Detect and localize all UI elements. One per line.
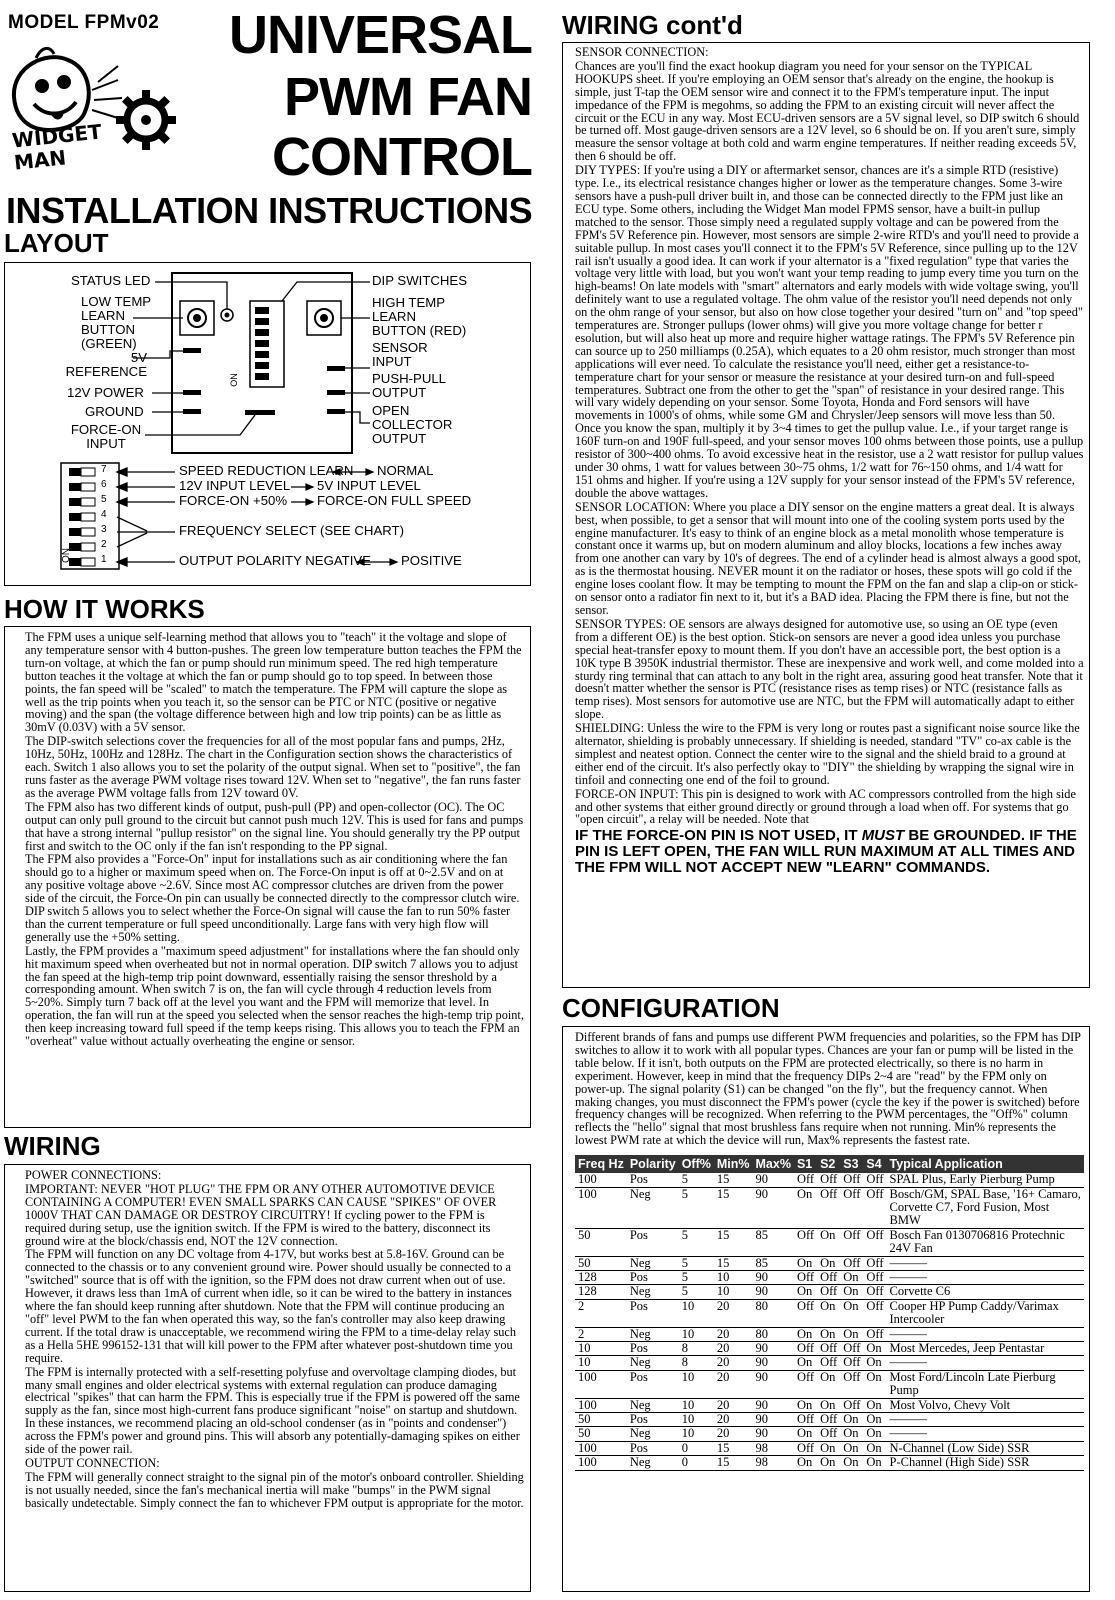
- legend-sw5-right: FORCE-ON FULL SPEED: [317, 493, 472, 508]
- diy-types-paragraph: DIY TYPES: If you're using a DIY or aftermarket sensor, chances are it's a simple RTD (resistive) type. I.e., its electrical resistance changes higher or lower as the temperature changes. Some 3-wire sensors have a push-pull driver built in, and those can be connected directly to the FPM just like an ECU type. Some others, including the Widget Man model FPMS sensor, have a built-in pullup matched to the sensor. Those simply need a regulated supply voltage and can be powered from the FPM's 5V Reference pin. However, most sensors are simple 2-wire RTD's and you'll need to provide a suitable pullup. In most cases you'll connect it to the FPM's 5V Reference, since pulling up to the 12V rail isn't usually a good idea. It can work if your alternator is a "fixed regulation" type that varies the voltage very little with load, but you won't want your temp reading to jump every time you turn on the high-beams! On late models with "smart" alternators and early models with wide voltage swing, you'll definitely want to use a regulated voltage. The ohm value of the resistor you'll need depends not only on the ohm range of your sensor, but also on how close together your desired "turn on" and "top speed" temperatures are. Stronger pullups (lower ohms) will give you more voltage change for better r esolution, but will also heat up more and require higher wattage ratings. The FPM's 5V Reference pin can source up to 250 milliamps (0.25A), which equates to a 20 ohm resistor, much stronger than most applications will ever need. To calculate the resistance you'll need, either get a resistance-to-temperature chart for your sensor or measure the resistance at your desired turn-on and full-speed temperatures. Subtract one from the other to get the "span" of resistance in your desired range. This will vary widely depending on your sensor. Some Toyota, Honda and Ford sensors will have movements in 1000's of ohms, while some GM and Chrysler/Jeep sensors will move less than 50. Once you know the span, multiply it by 3~4 times to get the pullup value. I.e., if your target range is 160F turn-on and 190F full-speed, and your sensor moves 100 ohms between those points, use a pullup resistor of 300~400 ohms. To avoid excessive heat in the resistor, use a 2 watt resistor for pullup values under 30 ohms, 1 watt for values between 30~75 ohms, 1/2 watt for 76~150 ohms, and 1/4 watt for 151 ohms and higher. If you're using a 12V supply for your sensor instead of the FPM's 5V reference, double the above wattages.: [575, 163, 1084, 500]
- table-cell: Off: [840, 1256, 863, 1270]
- table-cell: 80: [753, 1327, 794, 1341]
- table-cell: On: [840, 1427, 863, 1441]
- table-cell: Off: [794, 1342, 817, 1356]
- table-cell: 100: [575, 1456, 627, 1470]
- label-status-led: STATUS LED: [71, 273, 151, 288]
- table-cell: 10: [679, 1427, 714, 1441]
- layout-diagram: [4, 262, 531, 586]
- table-row: [575, 1413, 1084, 1427]
- table-cell: On: [863, 1413, 886, 1427]
- frequency-table-body: [575, 1173, 1084, 1470]
- table-cell: 8: [679, 1356, 714, 1370]
- table-cell: On: [863, 1441, 886, 1455]
- wiring-contd-box: [562, 42, 1090, 988]
- table-cell: Most Ford/Lincoln Late Pierburg Pump: [887, 1370, 1084, 1398]
- table-row: [575, 1271, 1084, 1285]
- table-cell: 10: [679, 1299, 714, 1327]
- table-cell: 90: [753, 1427, 794, 1441]
- configuration-box: [562, 1026, 1090, 1592]
- table-cell: 0: [679, 1456, 714, 1470]
- table-cell: On: [840, 1271, 863, 1285]
- dip-number: 7: [101, 464, 107, 475]
- table-cell: Off: [840, 1370, 863, 1398]
- force-on-warning: IF THE FORCE-ON PIN IS NOT USED, IT MUST BE GROUNDED. IF THE PIN IS LEFT OPEN, THE FAN WILL RUN MAXIMUM AT ALL TIMES AND THE FPM WILL NOT ACCEPT NEW "LEARN" COMMANDS.: [575, 827, 1077, 877]
- table-cell: 98: [753, 1441, 794, 1455]
- table-cell: Off: [794, 1173, 817, 1187]
- table-cell: 90: [753, 1398, 794, 1412]
- wiring-output-paragraph: The FPM will generally connect straight to the signal pin of the motor's onboard controller. Shielding is not usually needed, since the fan's mechanical inertia will make "bumps" in the PWM signal basically undetectable. Simply connect the fan to whichever FPM output is appropriate for the motor.: [25, 1469, 524, 1510]
- label-open-collector-output: OPEN COLLECTOR OUTPUT: [372, 403, 453, 446]
- table-cell: Off: [817, 1356, 840, 1370]
- table-cell: 80: [753, 1299, 794, 1327]
- wiring-contd-heading: WIRING cont'd: [562, 10, 743, 40]
- label-dip-switches: DIP SWITCHES: [372, 273, 468, 288]
- table-row: [575, 1441, 1084, 1455]
- table-cell: Pos: [627, 1441, 679, 1455]
- table-cell: 10: [679, 1398, 714, 1412]
- frequency-table: [575, 1155, 1084, 1471]
- table-row: [575, 1173, 1084, 1187]
- board-dip-on-label: ON: [228, 373, 239, 387]
- table-cell: Neg: [627, 1187, 679, 1228]
- title-line-3: CONTROL: [272, 127, 532, 187]
- column-header: S2: [817, 1155, 840, 1173]
- table-cell: 100: [575, 1398, 627, 1412]
- table-cell: 10: [714, 1285, 753, 1299]
- table-cell: Most Volvo, Chevy Volt: [887, 1398, 1084, 1412]
- column-header: S3: [840, 1155, 863, 1173]
- table-cell: Off: [840, 1356, 863, 1370]
- legend-sw7-left: SPEED REDUCTION LEARN: [179, 463, 354, 478]
- frequency-table-header: [575, 1155, 1084, 1173]
- how-it-works-box: [4, 626, 531, 1128]
- table-cell: 85: [753, 1228, 794, 1256]
- table-cell: 90: [753, 1370, 794, 1398]
- table-cell: 20: [714, 1299, 753, 1327]
- table-cell: 10: [679, 1413, 714, 1427]
- legend-dip-numbers: [101, 462, 107, 567]
- table-row: [575, 1187, 1084, 1228]
- table-cell: 90: [753, 1173, 794, 1187]
- table-cell: On: [794, 1398, 817, 1412]
- legend-sw6-left: 12V INPUT LEVEL: [179, 478, 291, 493]
- table-cell: Off: [794, 1370, 817, 1398]
- table-cell: On: [863, 1370, 886, 1398]
- table-cell: 20: [714, 1370, 753, 1398]
- table-cell: Off: [840, 1398, 863, 1412]
- table-cell: Pos: [627, 1173, 679, 1187]
- table-cell: Off: [817, 1413, 840, 1427]
- table-cell: Off: [794, 1271, 817, 1285]
- table-row: [575, 1299, 1084, 1327]
- table-cell: On: [817, 1228, 840, 1256]
- table-cell: Pos: [627, 1271, 679, 1285]
- output-connection-title: OUTPUT CONNECTION:: [25, 1455, 160, 1470]
- table-cell: 90: [753, 1413, 794, 1427]
- dip-number: 4: [101, 509, 107, 520]
- table-cell: Pos: [627, 1228, 679, 1256]
- table-cell: On: [863, 1342, 886, 1356]
- table-cell: 100: [575, 1370, 627, 1398]
- table-cell: On: [794, 1256, 817, 1270]
- logo-text-man: MAN: [12, 145, 68, 175]
- table-cell: 5: [679, 1271, 714, 1285]
- table-cell: 2: [575, 1327, 627, 1341]
- table-cell: On: [840, 1327, 863, 1341]
- table-cell: 20: [714, 1342, 753, 1356]
- table-cell: 90: [753, 1187, 794, 1228]
- table-cell: 100: [575, 1187, 627, 1228]
- table-cell: 90: [753, 1342, 794, 1356]
- label-low-temp: LOW TEMP LEARN BUTTON (GREEN): [81, 294, 152, 351]
- table-cell: Neg: [627, 1285, 679, 1299]
- table-cell: Off: [840, 1187, 863, 1228]
- table-cell: Off: [863, 1271, 886, 1285]
- table-cell: Pos: [627, 1413, 679, 1427]
- title-line-1: UNIVERSAL: [228, 5, 532, 65]
- table-cell: Off: [817, 1173, 840, 1187]
- title-line-2: PWM FAN: [284, 67, 532, 127]
- table-cell: 5: [679, 1187, 714, 1228]
- table-row: [575, 1342, 1084, 1356]
- sensor-connection-paragraph: Chances are you'll find the exact hookup diagram you need for your sensor on the TYPICAL HOOKUPS sheet. If you're employing an OEM sensor that's already on the engine, the hookup is simple, just T-tap the OEM sensor wire and connect it to the FPM's temperature input. The input impedance of the FPM is megohms, so adding the FPM to an existing circuit will never affect the circuit or the ECU in any way. Most ECU-driven sensors are a 5V signal level, so DIP switch 6 should be turned off. Most gauge-driven sensors are a 12V level, so 6 should be on. If you aren't sure, simply measure the sensor voltage at both cold and warm engine temperatures. If neither reading exceeds 5V, then 6 should be off.: [575, 58, 1080, 164]
- table-cell: Off: [794, 1413, 817, 1427]
- table-cell: Pos: [627, 1299, 679, 1327]
- dip-number: 2: [101, 539, 107, 550]
- force-on-input-paragraph: FORCE-ON INPUT: This pin is designed to work with AC compressors controlled from the high side and other systems that either ground directly or ground through a load when off. For systems that go "open circuit", a relay will be needed. Note that: [575, 786, 1076, 827]
- how-paragraph-1: The FPM uses a unique self-learning method that allows you to "teach" it the voltage and slope of any temperature sensor with 4 button-pushes. The green low temperature button teaches the FPM the turn-on voltage, at which the fan or pump should run minimum speed. The red high temperature button teaches it the voltage at which the fan or pump should go to top speed. In between those points, the fan speed will be "scaled" to match the temperature. The FPM will capture the slope as well as the trip points when you teach it, so the sensor can be PTC or NTC (positive or negative moving) and the span (the voltage difference between high and low trip points) can be as little as 30mV (0.03V) with a 5V sensor.: [25, 630, 522, 735]
- table-cell: 100: [575, 1441, 627, 1455]
- sensor-types-paragraph: SENSOR TYPES: OE sensors are always designed for automotive use, so using an OE type (even from a different OE) is the best option. Stick-on sensors are never a good idea unless you purchase special heat-transfer epoxy to mount them. If you don't have an accessible port, the best option is a 10K type B 3950K industrial thermistor. These are inexpensive and work well, and come molded into a sturdy ring terminal that can attach to any bolt in the right area, assuring good heat transfer. Note that it doesn't matter whether the sensor is PTC (resistance rises as temp rises) or NTC (resistance falls as temp rises). Most sensors for automotive use are NTC, but the FPM will automatically adapt to either slope.: [575, 616, 1084, 722]
- table-cell: On: [840, 1456, 863, 1470]
- table-cell: On: [817, 1456, 840, 1470]
- configuration-heading: CONFIGURATION: [562, 993, 780, 1023]
- table-cell: Off: [794, 1228, 817, 1256]
- label-5v-reference: 5V REFERENCE: [65, 350, 147, 379]
- table-cell: 10: [575, 1356, 627, 1370]
- table-row: [575, 1256, 1084, 1270]
- table-cell: 50: [575, 1413, 627, 1427]
- dip-number: 5: [101, 494, 107, 505]
- table-cell: 90: [753, 1285, 794, 1299]
- table-cell: 98: [753, 1456, 794, 1470]
- wiring-power-paragraph-3: The FPM is internally protected with a self-resetting polyfuse and overvoltage clamping diodes, but many small engines and older electrical systems with external regulation can produce damaging electrical "spikes" that can harm the FPM. This is especially true if the FPM is powered off the same supply as the fan, since most high-current fans produce significant "noise" on startup and shutdown. In these instances, we recommend placing an old-school condenser (as in "points and condenser") across the FPM's power and ground pins. This will absorb any potentially-damaging spikes on either side of the power rail.: [25, 1364, 520, 1457]
- table-cell: 5: [679, 1228, 714, 1256]
- table-cell: 10: [679, 1370, 714, 1398]
- table-cell: Pos: [627, 1370, 679, 1398]
- table-cell: Off: [840, 1228, 863, 1256]
- table-cell: Pos: [627, 1342, 679, 1356]
- table-cell: Off: [863, 1285, 886, 1299]
- table-cell: On: [863, 1427, 886, 1441]
- table-cell: On: [817, 1370, 840, 1398]
- table-cell: 10: [714, 1271, 753, 1285]
- table-cell: ———: [887, 1271, 1084, 1285]
- table-cell: On: [840, 1441, 863, 1455]
- table-cell: On: [794, 1285, 817, 1299]
- dip-number: 3: [101, 524, 107, 535]
- shielding-paragraph: SHIELDING: Unless the wire to the FPM is very long or routes past a significant noise source like the alternator, shielding is probably unnecessary. If shielding is needed, standard "TV" co-ax cable is the simplest and neatest option. Connect the center wire to the signal and the shield braid to a ground at either end of the circuit. It's also perfectly okay to "DIY" the shielding by wrapping the signal wire in tinfoil and connecting one end of the foil to ground.: [575, 721, 1080, 787]
- table-cell: Off: [863, 1173, 886, 1187]
- table-cell: Neg: [627, 1356, 679, 1370]
- table-cell: 0: [679, 1441, 714, 1455]
- table-cell: 20: [714, 1427, 753, 1441]
- table-cell: 128: [575, 1271, 627, 1285]
- table-cell: 15: [714, 1256, 753, 1270]
- configuration-intro: Different brands of fans and pumps use different PWM frequencies and polarities, so the FPM has DIP switches to allow it to work with all popular types. Chances are your fan or pump will be listed in the table below. If it isn't, both outputs on the FPM are protected electrically, so there is no harm in experiment. However, keep in mind that the frequency DIPs 2~4 are "read" by the FPM only on power-up. The signal polarity (S1) can be changed "on the fly", but the frequency cannot. When making changes, you must disconnect the FPM's power (cycle the key if the power is switched) before frequency changes will be recognized. When referring to the PWM percentages, the "Off%" column reflects the "hello" signal that most brushless fans require when not running. Min% represents the lowest PWM rate at which the device will run, Max% represents the fastest rate.: [575, 1030, 1081, 1148]
- table-cell: Off: [863, 1187, 886, 1228]
- table-cell: On: [794, 1427, 817, 1441]
- table-cell: 90: [753, 1271, 794, 1285]
- table-cell: 15: [714, 1441, 753, 1455]
- table-row: [575, 1285, 1084, 1299]
- table-cell: 15: [714, 1228, 753, 1256]
- label-high-temp: HIGH TEMP LEARN BUTTON (RED): [372, 295, 467, 338]
- table-cell: 15: [714, 1456, 753, 1470]
- table-cell: ———: [887, 1256, 1084, 1270]
- table-cell: SPAL Plus, Early Pierburg Pump: [887, 1173, 1084, 1187]
- table-cell: On: [794, 1187, 817, 1228]
- label-ground: GROUND: [85, 404, 144, 419]
- column-header: Off%: [679, 1155, 714, 1173]
- table-cell: Neg: [627, 1398, 679, 1412]
- table-cell: 50: [575, 1228, 627, 1256]
- layout-heading: LAYOUT: [4, 228, 109, 258]
- legend-sw6-right: 5V INPUT LEVEL: [317, 478, 421, 493]
- sensor-location-paragraph: SENSOR LOCATION: Where you place a DIY sensor on the engine matters a great deal. It is always best, when possible, to get a sensor that will mount into one of the cooling system ports used by the engine manufacturer. It's easy to think of an engine block as a metal monolith whose temperature is constant once it warms up, but on modern aluminum and alloy blocks, locations a few inches away from one another can vary by 10's of degrees. The end of a cylinder head is almost always a good spot, as is the thermostat housing. NEVER mount it on the radiator or hoses, these spots will go cold if the engine loses coolant flow. It may be tempting to mount the FPM on the fan and slap a clip-on or stick-on sensor onto a radiator fin next to it, but it's a BAD idea. Placing the FPM there is fine, but not the sensor.: [575, 499, 1082, 617]
- table-cell: 100: [575, 1173, 627, 1187]
- how-paragraph-3: The FPM also has two different kinds of output, push-pull (PP) and open-collector (OC). The OC output can only pull ground to the circuit but cannot push much 12V. This is used for fans and pumps that have a strong internal "pullup resistor" on the signal line. You should generally try the PP output first and switch to the OC only if the fan isn't responding to the PP signal.: [25, 799, 524, 853]
- label-12v-power: 12V POWER: [67, 385, 144, 400]
- table-cell: On: [794, 1456, 817, 1470]
- table-cell: 20: [714, 1413, 753, 1427]
- table-cell: On: [817, 1299, 840, 1327]
- table-row: [575, 1398, 1084, 1412]
- table-cell: On: [817, 1398, 840, 1412]
- power-connections-title: POWER CONNECTIONS:: [25, 1168, 162, 1182]
- table-cell: ———: [887, 1413, 1084, 1427]
- legend-sw5-left: FORCE-ON +50%: [179, 493, 288, 508]
- table-cell: Off: [863, 1327, 886, 1341]
- table-cell: On: [794, 1356, 817, 1370]
- logo-text-widget: WIDGET: [10, 119, 103, 153]
- dip-number: 6: [101, 479, 107, 490]
- table-cell: 10: [575, 1342, 627, 1356]
- how-paragraph-2: The DIP-switch selections cover the frequencies for all of the most popular fans and pumps, 2Hz, 10Hz, 50Hz, 100Hz and 128Hz. The chart in the Configuration section shows the characteristics of each. Switch 1 also allows you to set the polarity of the output signal. When set to "positive", the fan runs faster as the average PWM voltage rises toward 12V. When set to "negative", the fan runs faster as the average PWM voltage falls from 12V toward 0V.: [25, 734, 521, 800]
- table-cell: Off: [817, 1342, 840, 1356]
- wiring-box: [4, 1164, 531, 1592]
- table-cell: P-Channel (High Side) SSR: [887, 1456, 1084, 1470]
- table-cell: Neg: [627, 1327, 679, 1341]
- table-cell: ———: [887, 1327, 1084, 1341]
- wiring-heading: WIRING: [4, 1131, 101, 1161]
- column-header: Polarity: [627, 1155, 679, 1173]
- table-cell: 50: [575, 1427, 627, 1441]
- table-cell: 50: [575, 1256, 627, 1270]
- model-number: MODEL FPMv02: [8, 12, 160, 33]
- table-cell: 2: [575, 1299, 627, 1327]
- table-cell: On: [863, 1398, 886, 1412]
- table-cell: Off: [840, 1173, 863, 1187]
- table-cell: 85: [753, 1256, 794, 1270]
- table-cell: Most Mercedes, Jeep Pentastar: [887, 1342, 1084, 1356]
- table-cell: 15: [714, 1173, 753, 1187]
- table-cell: Off: [794, 1441, 817, 1455]
- table-cell: Off: [840, 1342, 863, 1356]
- label-push-pull-output: PUSH-PULL OUTPUT: [372, 371, 447, 400]
- table-cell: Cooper HP Pump Caddy/Varimax Intercooler: [887, 1299, 1084, 1327]
- table-cell: On: [817, 1441, 840, 1455]
- table-cell: On: [817, 1327, 840, 1341]
- legend-sw1-left: OUTPUT POLARITY NEGATIVE: [179, 553, 371, 568]
- column-header: Max%: [753, 1155, 794, 1173]
- installation-title: INSTALLATION INSTRUCTIONS: [6, 190, 533, 231]
- table-cell: 5: [679, 1256, 714, 1270]
- table-cell: 5: [679, 1285, 714, 1299]
- table-row: [575, 1427, 1084, 1441]
- table-cell: On: [840, 1299, 863, 1327]
- table-cell: Off: [794, 1299, 817, 1327]
- table-cell: Bosch/GM, SPAL Base, '16+ Camaro, Corvette C7, Ford Fusion, Most BMW: [887, 1187, 1084, 1228]
- table-cell: Off: [817, 1427, 840, 1441]
- table-row: [575, 1370, 1084, 1398]
- table-cell: On: [863, 1356, 886, 1370]
- legend-dip-on-label: ON: [61, 548, 72, 563]
- table-cell: Off: [863, 1256, 886, 1270]
- table-cell: Neg: [627, 1456, 679, 1470]
- dip-number: 1: [101, 554, 107, 565]
- table-row: [575, 1327, 1084, 1341]
- table-cell: Neg: [627, 1256, 679, 1270]
- table-cell: Bosch Fan 0130706816 Protechnic 24V Fan: [887, 1228, 1084, 1256]
- table-cell: 20: [714, 1398, 753, 1412]
- table-cell: Off: [863, 1299, 886, 1327]
- table-cell: ———: [887, 1356, 1084, 1370]
- table-cell: 20: [714, 1356, 753, 1370]
- table-cell: 15: [714, 1187, 753, 1228]
- column-header: S1: [794, 1155, 817, 1173]
- sensor-connection-title: SENSOR CONNECTION:: [575, 45, 709, 59]
- column-header: S4: [863, 1155, 886, 1173]
- table-cell: On: [863, 1456, 886, 1470]
- table-cell: N-Channel (Low Side) SSR: [887, 1441, 1084, 1455]
- legend-sw2-4: FREQUENCY SELECT (SEE CHART): [179, 523, 404, 538]
- wiring-power-paragraph-2: The FPM will function on any DC voltage from 4-17V, but works best at 5.8-16V. Ground can be connected to the chassis or to any convenient ground wire. Power should usually be connected to a "switched" source that is off with the ignition, so the FPM does not draw current when out of use. However, it draws less than 1mA of current when idle, so it can be wired to the battery in instances where the fan should keep running after shutdown. Note that the FPM will continue producing an "off" level PWM to the fan when operated this way, so the fan's controller may also keep drawing current. If the total draw is unacceptable, we recommend wiring the FPM to a time-delay relay such as a Hella 5HE 996152-131 that will kill power to the FPM after whatever post-shutdown time you require.: [25, 1247, 517, 1365]
- table-cell: Off: [817, 1285, 840, 1299]
- table-cell: On: [840, 1413, 863, 1427]
- table-cell: 128: [575, 1285, 627, 1299]
- table-cell: 90: [753, 1356, 794, 1370]
- column-header: Min%: [714, 1155, 753, 1173]
- wiring-power-paragraph-1: IMPORTANT: NEVER "HOT PLUG" THE FPM OR ANY OTHER AUTOMOTIVE DEVICE CONTAINING A COMPUTER! EVEN SMALL SPARKS CAN CAUSE "SPIKES" OF OVER 1000V THAT CAN DAMAGE OR DESTROY CIRCUITRY! If cycling power to the FPM is required during setup, use the ignition switch. If the FPM is wired to the battery, disconnect its ground wire at the block/chassis end, NOT the 12V connection.: [25, 1181, 497, 1248]
- table-row: [575, 1456, 1084, 1470]
- how-it-works-heading: HOW IT WORKS: [4, 594, 205, 624]
- table-cell: On: [817, 1256, 840, 1270]
- table-cell: On: [794, 1327, 817, 1341]
- label-force-on-input: FORCE-ON INPUT: [70, 422, 142, 451]
- table-cell: Corvette C6: [887, 1285, 1084, 1299]
- how-paragraph-5: Lastly, the FPM provides a "maximum speed adjustment" for installations where the fan should only hit maximum speed when overheated but not in normal operation. DIP switch 7 allows you to adjust the fan speed at the high-temp trip point downward, essentially raising the sensor threshold by a corresponding amount. When switch 7 is on, the fan will cycle through 4 reduction levels from 5~20%. Simply turn 7 back off at the level you want and the FPM will memorize that level. In operation, the fan will run at the speed you selected when the sensor reaches the high-temp trip point, then keep increasing toward full speed if the temp keeps rising. This allows you to teach the FPM an "overheat" value without actually overheating the engine or sensor.: [25, 943, 524, 1049]
- table-row: [575, 1228, 1084, 1256]
- column-header: Typical Application: [887, 1155, 1084, 1173]
- table-cell: 8: [679, 1342, 714, 1356]
- table-cell: ———: [887, 1427, 1084, 1441]
- legend-sw7-right: NORMAL: [377, 463, 434, 478]
- table-cell: On: [840, 1285, 863, 1299]
- column-header: Freq Hz: [575, 1155, 627, 1173]
- legend-sw1-right: POSITIVE: [401, 553, 462, 568]
- table-cell: Neg: [627, 1427, 679, 1441]
- table-cell: Off: [863, 1228, 886, 1256]
- how-paragraph-4: The FPM also provides a "Force-On" input for installations such as air conditioning where the fan should go to a higher or maximum speed when on. The Force-On input is off at 0~2.5V and on at any positive voltage above ~2.6V. Since most AC compressor clutches are driven from the power side of the circuit, the Force-On pin can usually be connected directly to the compressor clutch wire. DIP switch 5 allows you to select whether the Force-On signal will cause the fan to run 50% faster than the current temperature or full speed unconditionally. Large fans with very high flow will generally use the +50% setting.: [25, 852, 520, 944]
- label-sensor-input: SENSOR INPUT: [372, 340, 428, 369]
- table-cell: 5: [679, 1173, 714, 1187]
- table-cell: Off: [817, 1187, 840, 1228]
- table-row: [575, 1356, 1084, 1370]
- table-cell: 20: [714, 1327, 753, 1341]
- table-cell: 10: [679, 1327, 714, 1341]
- table-cell: Off: [817, 1271, 840, 1285]
